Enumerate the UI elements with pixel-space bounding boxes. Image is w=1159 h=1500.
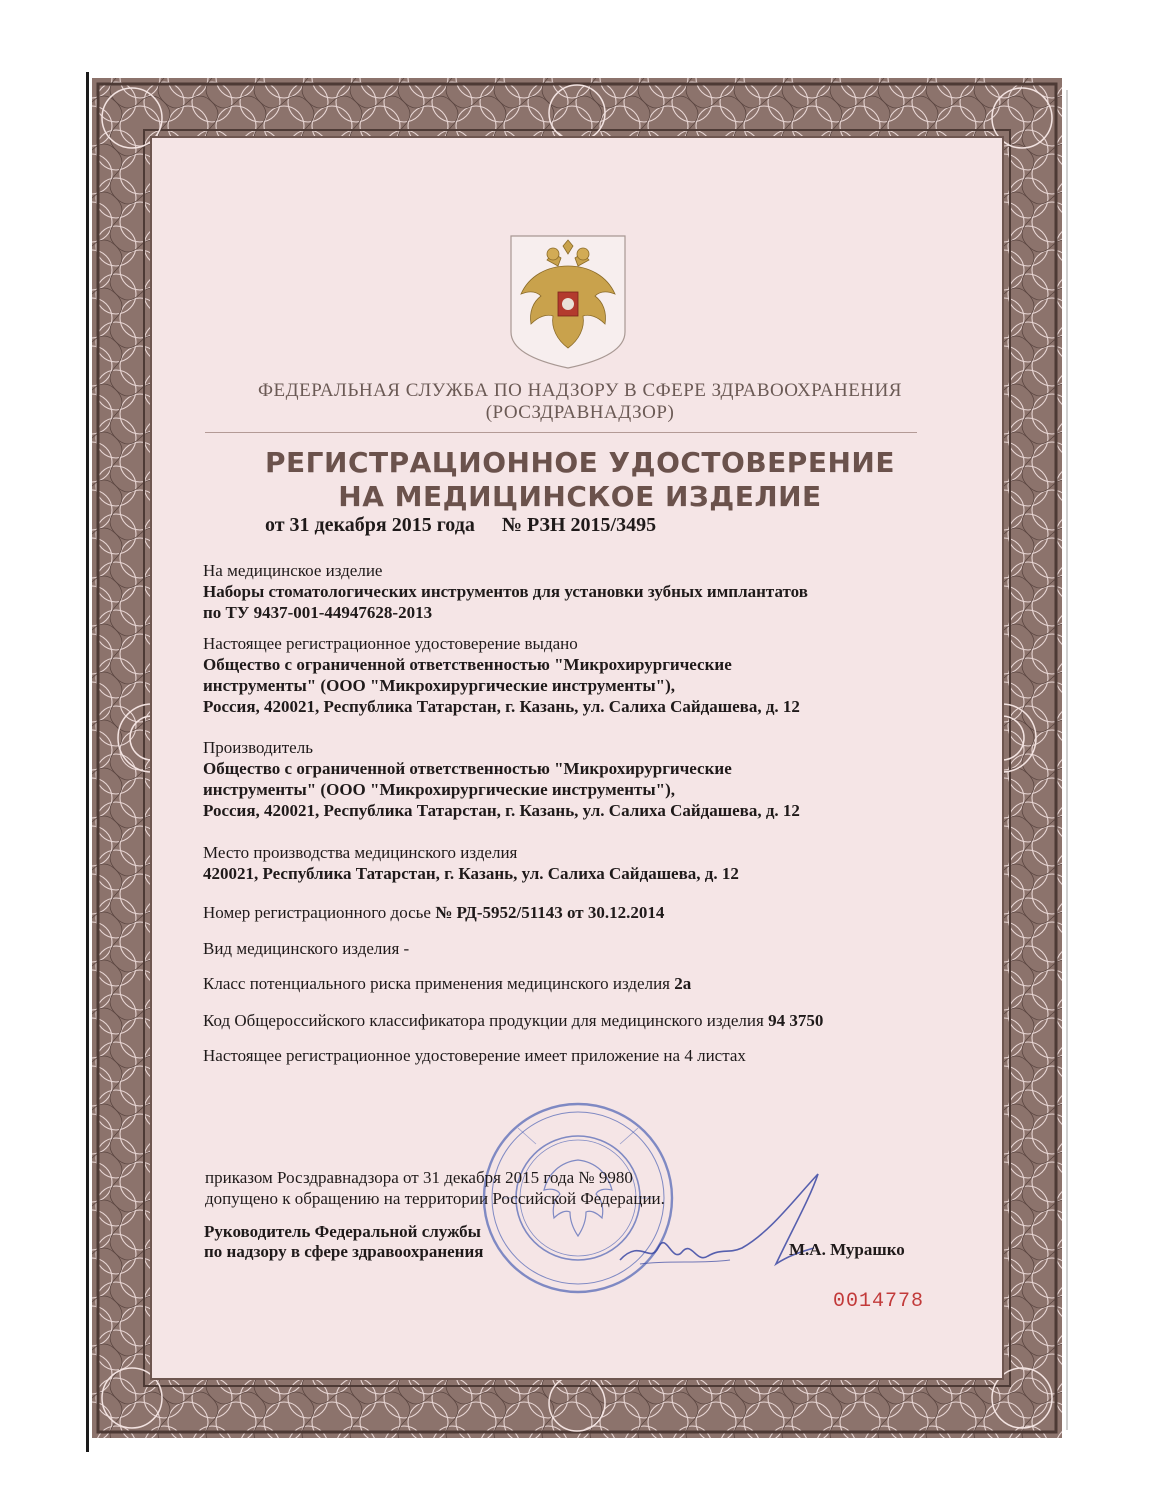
appendix-line: [203, 1045, 943, 1066]
dossier-value: № РД-5952/51143 от 30.12.2014: [435, 903, 665, 922]
manufacturer-line2: инструменты" (ООО "Микрохирургические инструменты"),: [203, 780, 675, 799]
device-name-line1: Наборы стоматологических инструментов для установки зубных имплантатов: [203, 582, 808, 601]
russian-double-headed-eagle-icon: [507, 232, 629, 370]
risk-class-label: Класс потенциального риска применения медицинского изделия: [203, 974, 670, 993]
issued-to-label: Настоящее регистрационное удостоверение выдано: [203, 634, 578, 653]
risk-class-value: 2а: [674, 974, 692, 993]
device-label: На медицинское изделие: [203, 561, 383, 580]
form-serial-number: 0014778: [833, 1290, 925, 1313]
issued-to-line3: Россия, 420021, Республика Татарстан, г. Казань, ул. Салиха Сайдашева, д. 12: [203, 697, 800, 716]
issued-to-line2: инструменты" (ООО "Микрохирургические инструменты"),: [203, 676, 675, 695]
dossier-label: Номер регистрационного досье: [203, 903, 431, 922]
scan-edge: [86, 72, 89, 1452]
device-section: [203, 560, 943, 623]
manufacturer-label: Производитель: [203, 738, 313, 757]
registration-number: № РЗН 2015/3495: [501, 514, 657, 536]
manufacturer-line1: Общество с ограниченной ответственностью "Микрохирургические: [203, 759, 732, 778]
production-site-label: Место производства медицинского изделия: [203, 843, 518, 862]
manufacturer-section: [203, 737, 943, 821]
order-line2: допущено к обращению на территории Российской Федерации.: [205, 1189, 665, 1208]
okp-code-value: 94 3750: [768, 1011, 824, 1030]
signatory-title-line2: по надзору в сфере здравоохранения: [204, 1242, 484, 1261]
signatory-name: М.А. Мурашко: [789, 1240, 905, 1259]
divider: [205, 432, 917, 433]
document-subtitle: НА МЕДИЦИНСКОЕ ИЗДЕЛИЕ: [338, 480, 822, 513]
agency-name: ФЕДЕРАЛЬНАЯ СЛУЖБА ПО НАДЗОРУ В СФЕРЕ ЗДРАВООХРАНЕНИЯ: [258, 380, 902, 401]
document-title: РЕГИСТРАЦИОННОЕ УДОСТОВЕРЕНИЕ: [265, 446, 895, 479]
production-site-section: [203, 842, 943, 884]
risk-class-line: [203, 973, 943, 994]
device-name-line2: по ТУ 9437-001-44947628-2013: [203, 603, 433, 622]
signatory-title-line1: Руководитель Федеральной службы: [204, 1222, 481, 1241]
issued-to-section: [203, 633, 943, 717]
manufacturer-line3: Россия, 420021, Республика Татарстан, г. Казань, ул. Салиха Сайдашева, д. 12: [203, 801, 800, 820]
handwritten-signature-icon: [610, 1168, 830, 1278]
scan-edge-right: [1066, 90, 1068, 1430]
okp-code-label: Код Общероссийского классификатора продукции для медицинского изделия: [203, 1011, 764, 1030]
device-type-label: Вид медицинского изделия -: [203, 939, 410, 958]
dossier-line: [203, 902, 943, 923]
appendix-text: Настоящее регистрационное удостоверение имеет приложение на 4 листах: [203, 1046, 746, 1065]
order-line1: приказом Росздравнадзора от 31 декабря 2015 года № 9980: [205, 1168, 633, 1187]
issue-date-and-number: [265, 514, 656, 537]
issue-date: от 31 декабря 2015 года: [265, 514, 475, 536]
issued-to-line1: Общество с ограниченной ответственностью "Микрохирургические: [203, 655, 732, 674]
production-site-address: 420021, Республика Татарстан, г. Казань, ул. Салиха Сайдашева, д. 12: [203, 864, 739, 883]
agency-short-name: (РОСЗДРАВНАДЗОР): [485, 402, 675, 423]
okp-code-line: [203, 1010, 943, 1031]
device-type-line: [203, 938, 943, 959]
